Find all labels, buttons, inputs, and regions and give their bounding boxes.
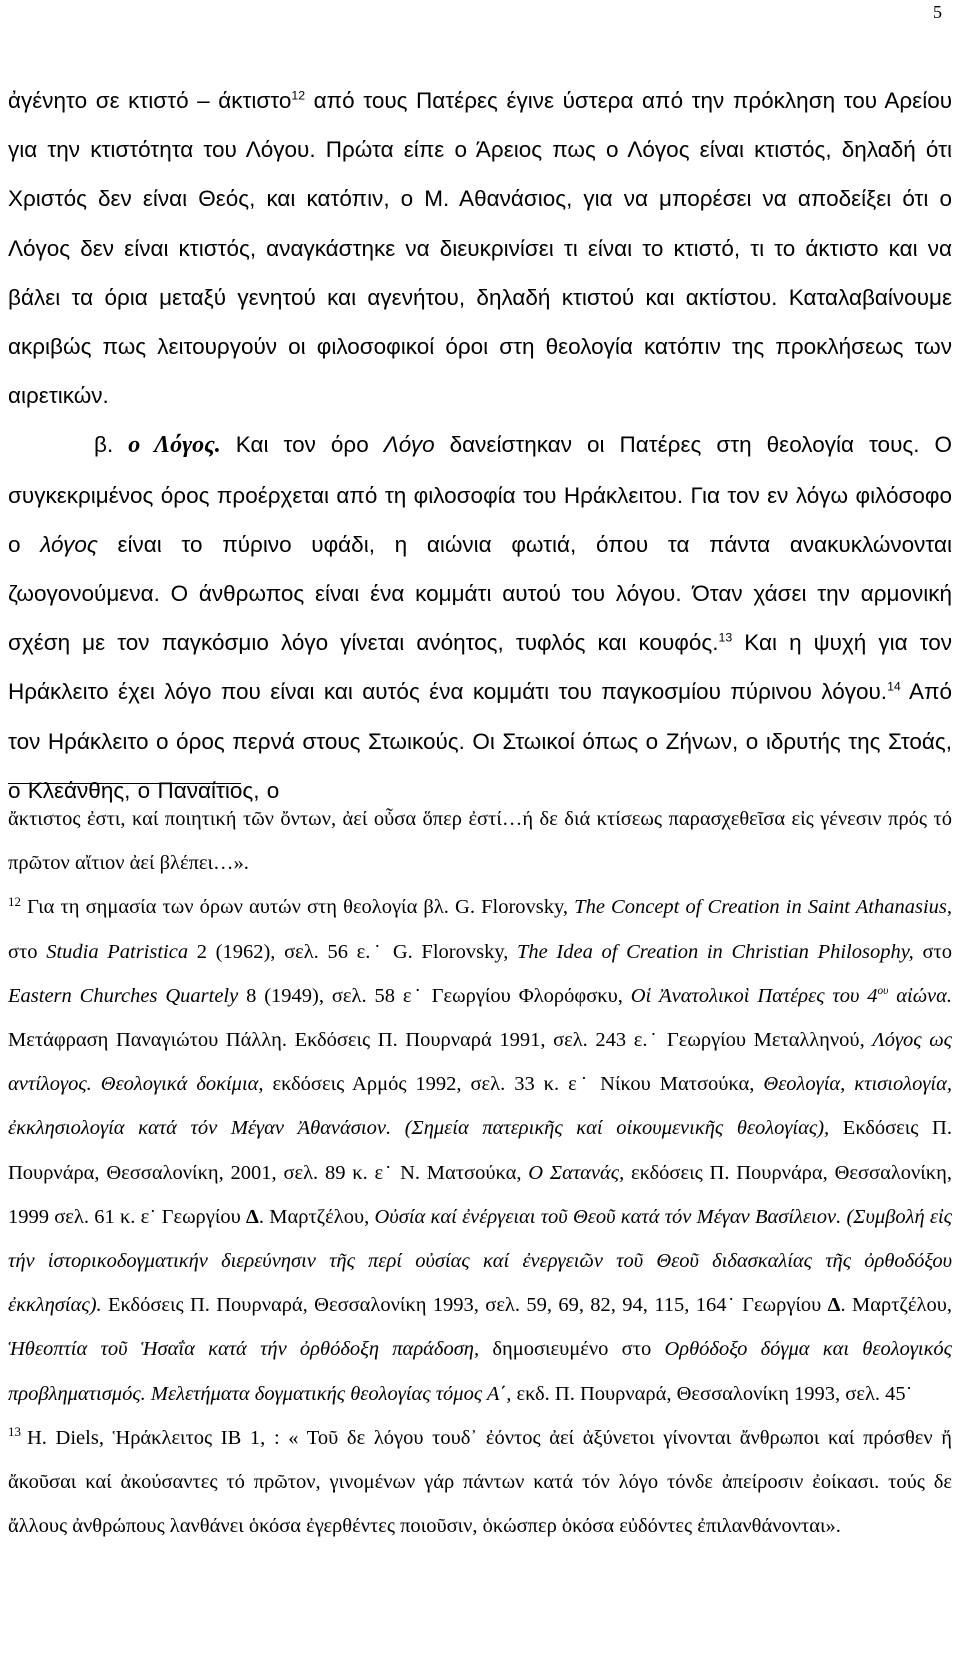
footnote-13	[8, 1416, 952, 1549]
italic-title: Θεολογία, κτισιολογία, ἐκκλησιολογία κατά τόν Μέγαν Ἀθανάσιον. (Σημεία πατερικῆς καί οἰκουμενικῆς θεολογίας),	[8, 1073, 952, 1140]
italic-title: The Concept of Creation in Saint Athanasius,	[574, 896, 952, 919]
text-run: αἰώνα.	[888, 984, 952, 1007]
section-heading: ο Λόγος.	[128, 432, 221, 459]
footnote-number: 12	[8, 893, 21, 909]
text-run: Για τη σημασία των όρων αυτών στη θεολογία βλ. G. Florovsky,	[27, 896, 575, 919]
italic-title: Studia Patristica	[46, 940, 189, 963]
text-run: είναι το πύρινο υφάδι, η αιώνια φωτιά, όπου τα πάντα ανακυκλώνονται ζωογονούμενα. Ο άνθρωπος είναι ένα κομμάτι αυτού του λόγου. Όταν χάσει την αρμονική σχέση με τον παγκόσμιο λόγο γίνεται ανόητος, τυφλός και κουφός.	[8, 531, 953, 656]
superscript: ου	[877, 984, 889, 997]
text-run: δημοσιευμένο στο	[479, 1338, 665, 1361]
italic-term: Λόγο	[383, 432, 435, 458]
italic-title: Λόγος ως αντίλογος. Θεολογικά δοκίμια,	[8, 1029, 952, 1096]
italic-title: Οὐσία καί ἐνέργειαι τοῦ Θεοῦ κατά τόν Μέγαν Βασίλειον. (Συμβολή εἰς τήν ἱστορικοδογματικήν διερεύνησιν τῆς περί οὐσίας καί ἐνεργειῶν τοῦ Θεοῦ διδασκαλίας τῆς ὀρθοδόξου ἐκκλησίας).	[8, 1205, 952, 1317]
italic-title: The Idea of Creation in Christian Philosophy,	[517, 940, 914, 963]
text-run: Εκδόσεις Π. Πουρνάρα, Θεσσαλονίκη, 2001, σελ. 89 κ. ε˙ Ν. Ματσούκα,	[8, 1117, 952, 1184]
text-run: Και τον όρο	[220, 432, 384, 458]
page-number: 5	[933, 2, 942, 22]
text-run: Η. Diels, Ἡράκλειτος ΙΒ 1, : « Τοῦ δε λόγου τουδ᾽ ἐόντος ἀεί ἀξύνετοι γίνονται ἄνθρωποι καί πρόσθεν ἤ ἄκοῦσαι καί ἀκούσαντες τό πρῶτον, γινομένων γάρ πάντων κατά τόν λόγο τόνδε ἀπείροσιν ἐοίκασι. τούς δε ἄλλους ἀνθρώπους λανθάνει ὁκόσα ἐγερθέντες ποιοῦσιν, ὁκώσπερ ὁκόσα εὐδόντες ἐπιλανθάνονται».	[8, 1426, 952, 1538]
footnote-ref-12[interactable]: 12	[291, 88, 306, 103]
italic-title: Ορθόδοξο δόγμα και θεολογικός προβληματισμός. Μελετήματα δογματικής θεολογίας τόμος Α΄,	[8, 1338, 953, 1405]
text-run: ἀγένητο σε κτιστό – άκτιστο	[8, 88, 292, 113]
text-run: Και η ψυχή για τον Ηράκλειτο έχει λόγο που είναι και αυτός ένα κομμάτι του παγκοσμίου πύρινου λόγου.	[8, 630, 952, 705]
footnote-number: 13	[8, 1424, 21, 1440]
italic-title: Ἡθεοπτία τοῦ Ἡσαΐα κατά τήν ὀρθόδοξη παράδοση,	[8, 1338, 480, 1361]
text-run: εκδόσεις Π. Πουρνάρα, Θεσσαλονίκη, 1999 σελ. 61 κ. ε˙ Γεωργίου	[8, 1161, 952, 1228]
text-run: Μετάφραση Παναγιώτου Πάλλη. Εκδόσεις Π. Πουρναρά 1991, σελ. 243 ε.˙ Γεωργίου Μεταλληνού,	[8, 1029, 873, 1052]
footnote-continuation: ἄκτιστος ἐστι, καί ποιητική τῶν ὄντων, ἀεί οὖσα ὅπερ ἐστί…ή δε διά κτίσεως παρασχεθεῖσα εἰς γένεσιν πρός τό πρῶτον αἴτιον ἀεί βλέπει…».	[8, 808, 952, 875]
text-run: Εκδόσεις Π. Πουρναρά, Θεσσαλονίκη 1993, σελ. 59, 69, 82, 94, 115, 164˙ Γεωργίου	[101, 1294, 828, 1317]
footnote-separator	[8, 783, 241, 784]
text-run: . Μαρτζέλου,	[840, 1294, 952, 1317]
footnote-ref-14[interactable]: 14	[887, 679, 901, 694]
text-run: 8 (1949), σελ. 58 ε˙ Γεωργίου Φλορόφσκυ,	[238, 984, 631, 1007]
section-label: β.	[94, 432, 129, 458]
text-run: Από τον Ηράκλειτο ο όρος περνά στους Στωικούς. Οι Στωικοί όπως ο Ζήνων, ο ιδρυτής της Στοάς, ο Κλεάνθης, ο Παναίτιος, ο	[8, 679, 952, 803]
italic-title	[631, 985, 952, 1007]
text-run: στο	[913, 940, 952, 963]
paragraph-1	[8, 76, 952, 420]
footnote-ref-13[interactable]: 13	[718, 630, 733, 645]
text-run: εκδόσεις Αρμός 1992, σελ. 33 κ. ε˙ Νίκου Ματσούκα,	[263, 1073, 764, 1096]
text-run: . Μαρτζέλου,	[258, 1205, 375, 1228]
text-run: Οἱ Ἀνατολικοὶ Πατέρες του 4	[630, 984, 878, 1007]
text-run: εκδ. Π. Πουρναρά, Θεσσαλονίκη 1993, σελ. 45˙	[511, 1382, 913, 1405]
text-run: 2 (1962), σελ. 56 ε.˙ G. Florovsky,	[188, 940, 518, 963]
bold-initial: Δ	[246, 1205, 259, 1228]
italic-title: Ο Σατανάς,	[528, 1161, 625, 1184]
italic-term: λόγος	[40, 531, 98, 557]
paragraph-2	[8, 420, 952, 815]
footnotes	[8, 797, 952, 1548]
italic-title: Eastern Churches Quartely	[8, 984, 239, 1007]
bold-initial: Δ	[827, 1294, 841, 1317]
footnote-12	[8, 885, 952, 1415]
text-run: από τους Πατέρες έγινε ύστερα από την πρόκληση του Αρείου για την κτιστότητα του Λόγου. Πρώτα είπε ο Άρειος πως ο Λόγος είναι κτιστός, δηλαδή ότι Χριστός δεν είναι Θεός, και κατόπιν, ο Μ. Αθανάσιος, για να μπορέσει να αποδείξει ότι ο Λόγος δεν είναι κτιστός, αναγκάστηκε να διευκρινίσει τι είναι το κτιστό, τι το άκτιστο και να βάλει τα όρια μεταξύ γενητού και αγενήτου, δηλαδή κτιστού και ακτίστου. Καταλαβαίνουμε ακριβώς πως λειτουργούν οι φιλοσοφικοί όροι στη θεολογία κατόπιν της προκλήσεως των αιρετικών.	[8, 88, 953, 409]
text-run: δανείστηκαν οι Πατέρες στη θεολογία τους. Ο συγκεκριμένος όρος προέρχεται από τη φιλοσοφία του Ηράκλειτου. Για τον εν λόγω φιλόσοφο ο	[8, 432, 952, 557]
text-run: στο	[8, 940, 47, 963]
main-text	[8, 76, 952, 815]
